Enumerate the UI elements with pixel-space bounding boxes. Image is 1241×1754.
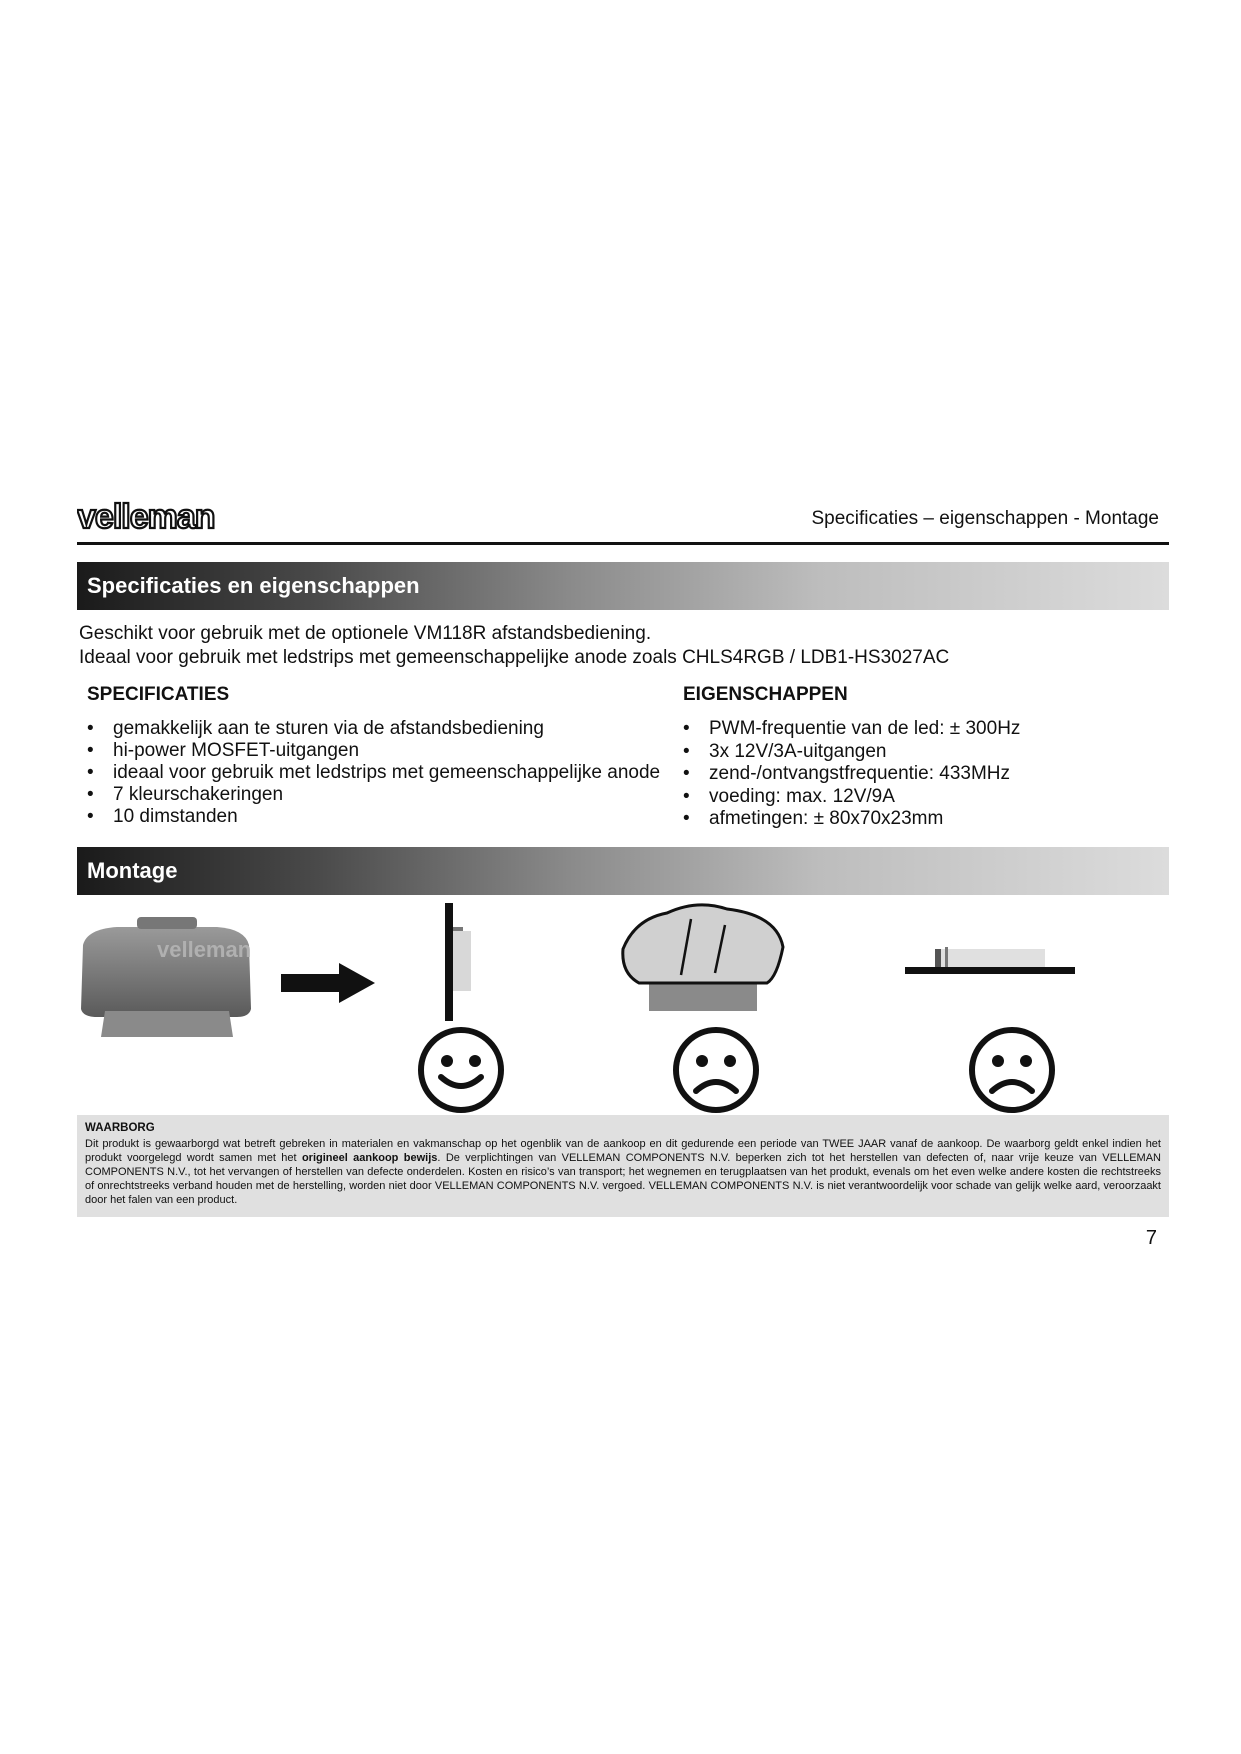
velleman-logo [77, 500, 237, 534]
props-title: EIGENSCHAPPEN [683, 684, 848, 705]
warranty-box [77, 1115, 1169, 1217]
intro-line: Ideaal voor gebruik met ledstrips met gemeenschappelijke anode zoals CHLS4RGB / LDB1-HS3027AC [79, 647, 950, 668]
svg-text:velleman: velleman [77, 500, 215, 534]
list-item: • 10 dimstanden [87, 806, 683, 828]
list-item: • voeding: max. 12V/9A [683, 786, 1163, 809]
specs-list [87, 718, 683, 828]
props-list [683, 718, 1163, 831]
specs-column [77, 684, 683, 831]
page-header [77, 498, 1169, 545]
intro-text [77, 622, 1169, 670]
svg-text:velleman: velleman [157, 936, 252, 962]
list-item: • PWM-frequentie van de led: ± 300Hz [683, 718, 1163, 741]
list-item: • gemakkelijk aan te sturen via de afstandsbediening [87, 718, 683, 740]
list-item: • ideaal voor gebruik met ledstrips met gemeenschappelijke anode [87, 762, 683, 784]
warranty-text [85, 1137, 1161, 1207]
flat-mount-icon [905, 943, 1075, 979]
list-item: • hi-power MOSFET-uitgangen [87, 740, 683, 762]
props-column [683, 684, 1163, 831]
warranty-text-part: Dit produkt is gewaarborgd wat betreft gebreken in materialen en vakmanschap op het ogenblik van de aankoop en dit gedurende een periode van TWEE JAAR vanaf de aankoop. De waarborg geldt enkel indien het produkt voorgelegd wordt samen met het [85, 1137, 1161, 1164]
section-heading-montage: Montage [77, 847, 1169, 895]
covered-device-icon [617, 901, 787, 1013]
header-title: Specificaties – eigenschappen - Montage [811, 508, 1159, 529]
list-item: • zend-/ontvangstfrequentie: 433MHz [683, 763, 1163, 786]
sad-face-icon [966, 1025, 1058, 1115]
spec-columns [77, 684, 1169, 831]
sad-face-icon [670, 1025, 762, 1115]
intro-line: Geschikt voor gebruik met de optionele VM118R afstandsbediening. [79, 623, 652, 644]
list-item: • 3x 12V/3A-uitgangen [683, 741, 1163, 764]
specs-title: SPECIFICATIES [87, 684, 230, 705]
wall-mount-icon [445, 903, 485, 1023]
warranty-text-bold: origineel aankoop bewijs [301, 1151, 438, 1164]
arrow-right-icon [281, 963, 375, 1003]
section-heading-specs: Specificaties en eigenschappen [77, 562, 1169, 610]
happy-face-icon [415, 1025, 507, 1115]
page-number: 7 [1145, 1226, 1157, 1249]
list-item: • afmetingen: ± 80x70x23mm [683, 808, 1163, 831]
list-item: • 7 kleurschakeringen [87, 784, 683, 806]
manual-page [77, 498, 1169, 1250]
device-icon [77, 915, 257, 1040]
warranty-text-part: . De verplichtingen van VELLEMAN COMPONENTS N.V. beperken zich tot het herstellen van defecten of, naar vrije keuze van VELLEMAN COMPONENTS N.V., tot het vervangen of herstellen van defecte onderdelen. Kosten en risico’s van transport; het wegnemen en terugplaatsen van het produkt, evenals om het even welke andere kosten die rechtstreeks of onrechtstreeks verband houden met de herstelling, worden niet door VELLEMAN COMPONENTS N.V. vergoed. VELLEMAN COMPONENTS N.V. is niet verantwoordelijk voor schade van gelijk welke aard, veroorzaakt door het falen van een product. [85, 1151, 1161, 1206]
warranty-title: WAARBORG [85, 1121, 155, 1134]
montage-illustrations [77, 895, 1169, 1115]
